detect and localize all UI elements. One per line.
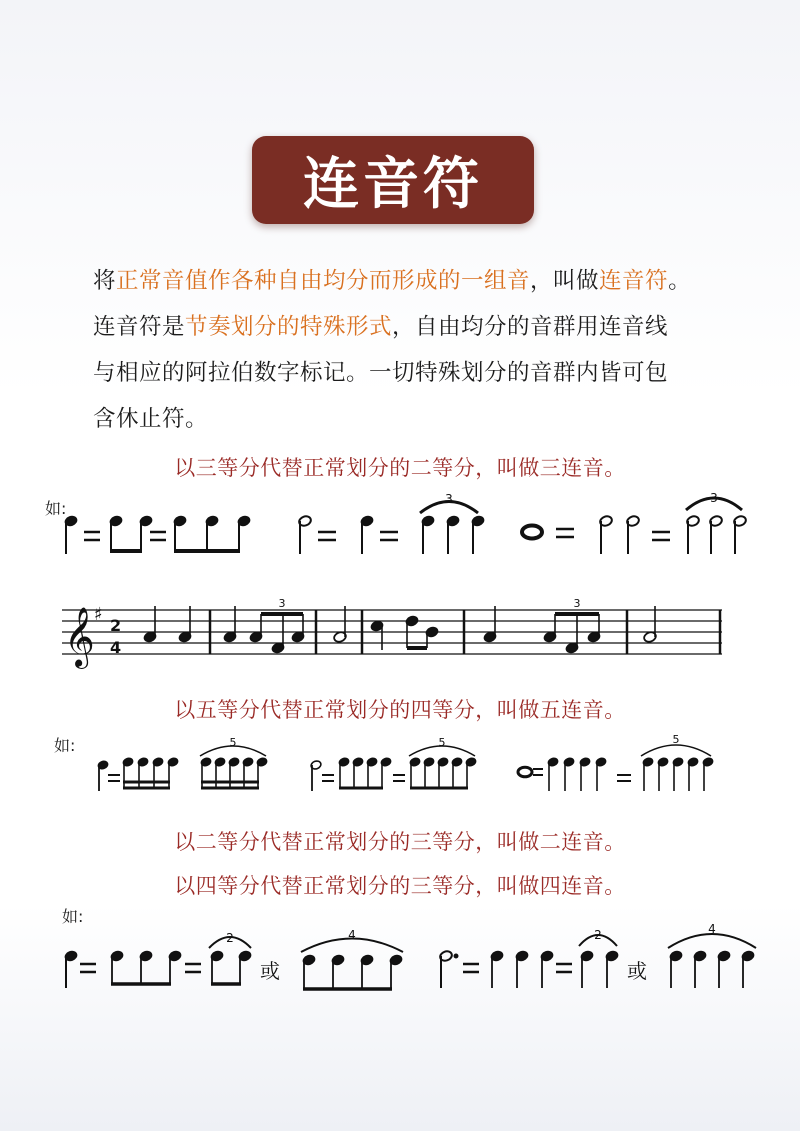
- tuplet-number: 3: [710, 491, 718, 505]
- sixteenth-quintuplet-icon: [200, 736, 268, 789]
- tuplet-number: 5: [229, 736, 237, 749]
- equals-icon: [533, 769, 543, 775]
- tuplet-number: 2: [226, 931, 234, 945]
- half-note-pair-icon: [599, 515, 640, 554]
- time-signature-bottom: 4: [110, 638, 122, 657]
- quarter-quadruplet-icon: [668, 922, 756, 988]
- half-note-icon: [310, 760, 322, 791]
- equals-icon: [556, 529, 574, 537]
- tuplet-number: 5: [438, 736, 446, 749]
- staff-lines: [62, 610, 722, 654]
- equals-icon: [380, 532, 398, 540]
- eighth-note-triple-icon: [173, 515, 251, 552]
- intro-line-4: 含休止符。: [93, 406, 209, 432]
- tuplet-number: 4: [708, 922, 716, 936]
- quarter-note-icon: [97, 760, 109, 791]
- intro-line-1: [93, 258, 733, 304]
- measure-5: [483, 597, 601, 654]
- intro-text: 。: [668, 268, 692, 294]
- equals-icon: [185, 964, 201, 972]
- tuplet-number: 2: [594, 928, 602, 942]
- example-label: 如:: [45, 499, 67, 518]
- rule-triplet: 以三等分代替正常划分的二等分，叫做三连音。: [174, 456, 626, 480]
- example-label: 如:: [62, 907, 84, 926]
- equals-icon: [322, 775, 334, 781]
- intro-paragraph: [93, 258, 733, 442]
- intro-line-3: 与相应的阿拉伯数字标记。一切特殊划分的音群内皆可包: [93, 360, 669, 386]
- quarter-note-group-icon: [490, 950, 554, 988]
- dotted-quarter-note-icon: [64, 950, 78, 988]
- quintuplet-examples: [0, 732, 800, 802]
- tuplet-number: 3: [573, 597, 581, 610]
- equals-icon: [556, 964, 572, 972]
- dotted-half-note-icon: [439, 950, 458, 988]
- intro-text: ，自由均分的音群用连音线: [392, 314, 669, 340]
- equals-icon: [393, 775, 405, 781]
- rule-quintuplet: 以五等分代替正常划分的四等分，叫做五连音。: [174, 698, 626, 722]
- rule-duplet: 以二等分代替正常划分的三等分，叫做二连音。: [174, 830, 626, 854]
- eighth-note-pair-icon: [109, 515, 153, 552]
- intro-highlight: 连音符: [599, 268, 669, 294]
- half-triplet-icon: [686, 491, 747, 554]
- equals-icon: [150, 532, 166, 540]
- half-note-icon: [298, 515, 312, 554]
- measure-2: [223, 597, 305, 654]
- measure-3: [333, 606, 347, 643]
- intro-text: 连音符是: [93, 314, 186, 340]
- intro-highlight: 节奏划分的特殊形式: [185, 314, 393, 340]
- measure-1: [143, 606, 192, 643]
- eighth-note-group-icon: [338, 757, 392, 789]
- eighth-quadruplet-icon: [301, 928, 403, 990]
- tuplet-number: 5: [672, 733, 680, 746]
- quarter-note-icon: [64, 515, 78, 554]
- tuplet-number: 3: [278, 597, 286, 610]
- staff-example: [0, 588, 800, 668]
- eighth-quintuplet-icon: [409, 736, 477, 789]
- example-label: 如:: [54, 736, 76, 755]
- triplet-examples: [0, 490, 800, 570]
- quarter-note-group-icon: [547, 757, 607, 791]
- equals-icon: [80, 964, 96, 972]
- quarter-quintuplet-icon: [641, 733, 714, 791]
- equals-icon: [617, 775, 631, 781]
- or-label: 或: [627, 959, 647, 983]
- treble-clef-icon: 𝄞: [64, 607, 95, 667]
- page-title: 连音符: [303, 152, 483, 217]
- tuplet-number: 4: [348, 928, 356, 942]
- intro-line-2: [93, 304, 733, 350]
- sixteenth-note-group-icon: [122, 757, 179, 789]
- tuplet-number: 3: [445, 492, 453, 506]
- whole-note-icon: [522, 526, 542, 539]
- equals-icon: [318, 532, 336, 540]
- rule-quadruplet: 以四等分代替正常划分的三等分，叫做四连音。: [174, 874, 626, 898]
- quarter-triplet-icon: [420, 492, 485, 554]
- quarter-note-icon: [360, 515, 374, 554]
- sharp-icon: ♯: [94, 604, 103, 625]
- measure-6: [643, 606, 657, 643]
- whole-note-icon: [518, 767, 532, 777]
- time-signature-top: 2: [110, 616, 122, 635]
- equals-icon: [108, 775, 120, 781]
- equals-icon: [652, 532, 670, 540]
- equals-icon: [84, 532, 100, 540]
- title-banner: [252, 136, 534, 224]
- or-label: 或: [260, 959, 280, 983]
- eighth-note-triple-icon: [110, 950, 182, 985]
- intro-text: ，叫做: [530, 268, 600, 294]
- eighth-duplet-icon: [209, 931, 252, 985]
- quarter-duplet-icon: [579, 928, 619, 988]
- duplet-quadruplet-examples: [0, 918, 800, 998]
- intro-text: 将: [93, 268, 117, 294]
- equals-icon: [463, 964, 479, 972]
- intro-highlight: 正常音值作各种自由均分而形成的一组音: [116, 268, 531, 294]
